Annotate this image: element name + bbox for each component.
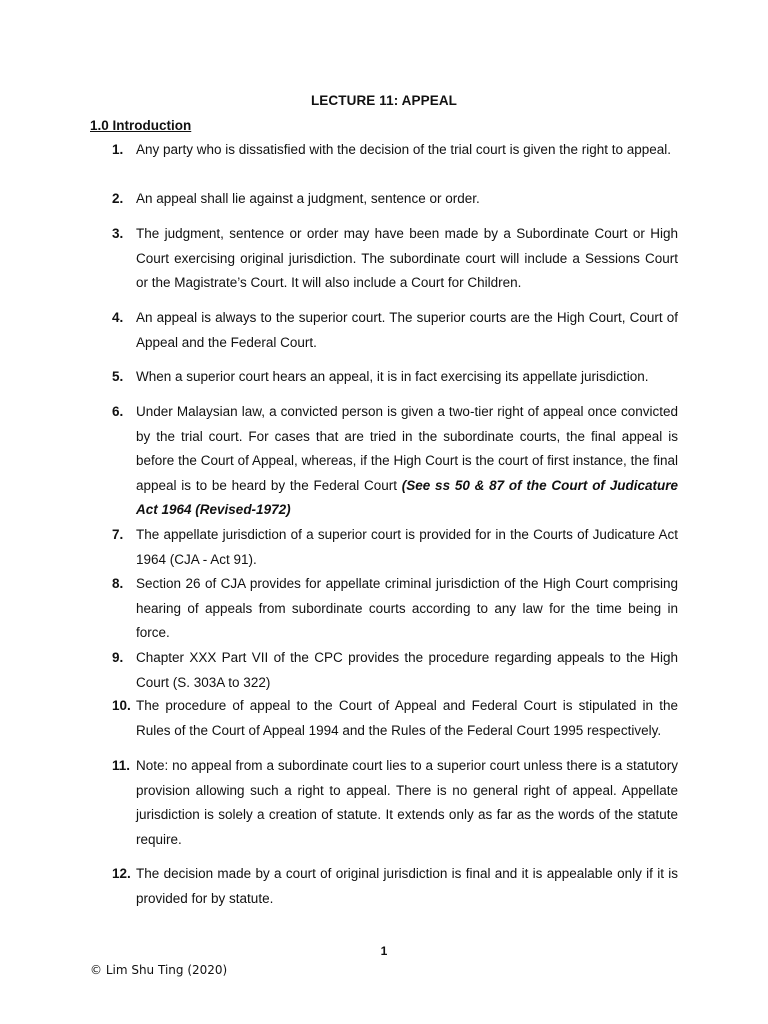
item-text: When a superior court hears an appeal, it is in fact exercising its appellate jurisdiction.	[136, 369, 649, 384]
statute-citation: (See ss 50 & 87 of the Court of Judicature Act 1964 (Revised-1972)	[136, 477, 678, 517]
list-item	[112, 365, 678, 390]
list-item	[112, 646, 678, 695]
page-number: 1	[380, 944, 388, 958]
list-item	[112, 754, 678, 852]
item-text: The appellate jurisdiction of a superior court is provided for in the Courts of Judicature Act 1964 (CJA - Act 91).	[136, 527, 678, 567]
list-item	[112, 572, 678, 646]
item-number: 1.	[112, 142, 124, 157]
list-item	[112, 400, 678, 523]
list-item	[112, 862, 678, 911]
item-number: 7.	[112, 527, 124, 542]
item-number: 8.	[112, 576, 124, 591]
item-text: Any party who is dissatisfied with the decision of the trial court is given the right to appeal.	[136, 142, 672, 157]
list-item	[112, 523, 678, 572]
item-text: The decision made by a court of original jurisdiction is final and it is appealable only if it is provided for by statute.	[136, 866, 678, 906]
item-text: Section 26 of CJA provides for appellate criminal jurisdiction of the High Court comprising hearing of appeals from subordinate courts according to any law for the time being in force.	[136, 576, 678, 640]
item-number: 9.	[112, 650, 124, 665]
item-number: 4.	[112, 310, 124, 325]
section-heading: 1.0 Introduction	[90, 118, 192, 133]
item-text: The procedure of appeal to the Court of Appeal and Federal Court is stipulated in the Rules of the Court of Appeal 1994 and the Rules of the Federal Court 1995 respectively.	[136, 698, 678, 738]
list-item	[112, 222, 678, 296]
item-text: Note: no appeal from a subordinate court lies to a superior court unless there is a statutory provision allowing such a right to appeal. There is no general right of appeal. Appellate jurisdiction is solely a creation of statute. It extends only as far as the words of the statute require.	[136, 758, 678, 847]
item-text: Under Malaysian law, a convicted person is given a two-tier right of appeal once convicted by the trial court. For cases that are tried in the subordinate courts, the final appeal is before the Court of Appeal, whereas, if the High Court is the court of first instance, the final appeal is to be heard by the Federal Court	[136, 404, 678, 493]
list-item	[112, 306, 678, 355]
item-text: Chapter XXX Part VII of the CPC provides the procedure regarding appeals to the High Court (S. 303A to 322)	[136, 650, 678, 690]
item-number: 3.	[112, 226, 124, 241]
list-item	[112, 694, 678, 743]
item-number: 6.	[112, 404, 124, 419]
item-text: An appeal is always to the superior court. The superior courts are the High Court, Court of Appeal and the Federal Court.	[136, 310, 678, 350]
item-number: 2.	[112, 191, 124, 206]
list-item	[112, 187, 678, 212]
item-text: An appeal shall lie against a judgment, sentence or order.	[136, 191, 480, 206]
item-number: 11.	[112, 758, 131, 773]
item-number: 10.	[112, 698, 131, 713]
copyright-notice: © Lim Shu Ting (2020)	[90, 963, 228, 977]
item-text-container	[136, 400, 678, 523]
list-item	[112, 138, 678, 163]
item-text: The judgment, sentence or order may have been made by a Subordinate Court or High Court exercising original jurisdiction. The subordinate court will include a Sessions Court or the Magistrate’s Court. It will also include a Court for Children.	[136, 226, 678, 290]
item-number: 12.	[112, 866, 131, 881]
lecture-title: LECTURE 11: APPEAL	[310, 93, 458, 108]
item-number: 5.	[112, 369, 124, 384]
